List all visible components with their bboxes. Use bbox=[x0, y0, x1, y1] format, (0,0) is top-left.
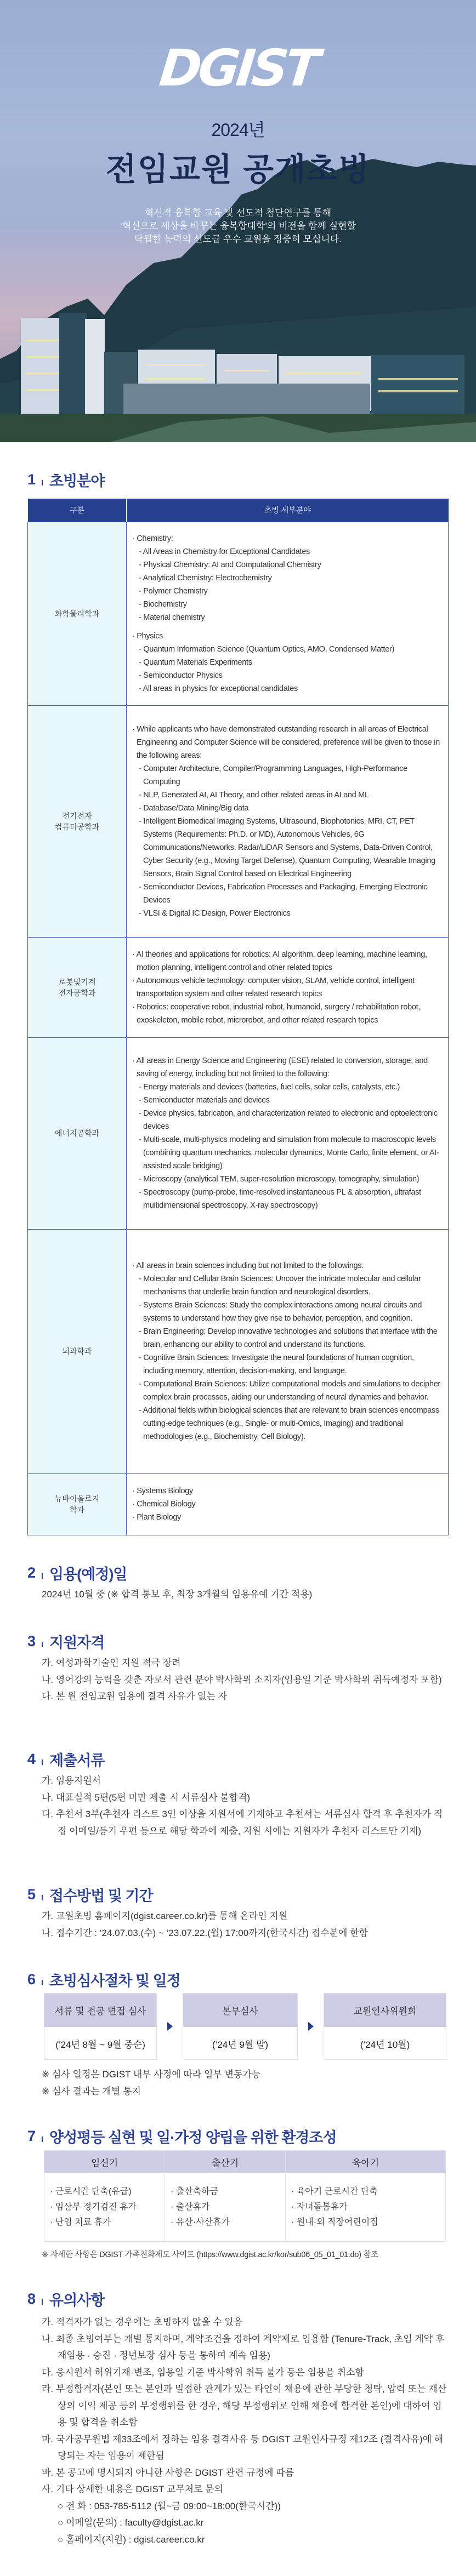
area-item: · All areas in brain sciences including but not limited to the followings. bbox=[132, 1259, 443, 1272]
support-cell bbox=[286, 2173, 446, 2242]
step-period: (’24년 9월 말) bbox=[212, 2039, 269, 2050]
section-title: 지원자격 bbox=[49, 1634, 105, 1651]
area-item: · Plant Biology bbox=[132, 1511, 443, 1524]
step-title: 서류 및 전공 면접 심사 bbox=[44, 1994, 156, 2027]
list-item: 마. 국가공무원법 제33조에서 정하는 임용 결격사유 등 DGIST 교원인사규정 제12조 (결격사유)에 해당되는 자는 임용이 제한됨 bbox=[42, 2434, 444, 2461]
divider bbox=[42, 1980, 43, 1985]
research-areas-cell bbox=[127, 1229, 449, 1473]
section-title: 임용(예정)일 bbox=[49, 1566, 127, 1583]
section-process bbox=[27, 1969, 450, 2100]
sub-area-item: - Material chemistry bbox=[132, 611, 443, 624]
section-number: 2 bbox=[27, 1564, 36, 1581]
area-item: · Physics bbox=[132, 630, 443, 643]
process-note: ※ 심사 일정은 DGIST 내부 사정에 따라 일부 변동가능 bbox=[42, 2069, 261, 2080]
support-note: ※ 자세한 사항은 DGIST 가족친화제도 사이트 (https://www.dgist.ac.kr/kor/sub06_05_01_01.do) 참조 bbox=[42, 2251, 378, 2259]
section-number: 5 bbox=[27, 1886, 36, 1903]
area-item: · AI theories and applications for robotics: AI algorithm, deep learning, machine learning, motion planning, intelligent control and other related topics bbox=[132, 948, 443, 974]
list-item: 가. 임용지원서 bbox=[42, 1775, 101, 1786]
department-cell: 로봇및기계 전자공학과 bbox=[28, 937, 127, 1037]
divider bbox=[42, 1642, 43, 1647]
appointment-date: 2024년 10월 중 (※ 합격 통보 후, 최장 3개월의 임용유예 기간 적용) bbox=[42, 1589, 313, 1600]
sub-area-item: - Quantum Materials Experiments bbox=[132, 656, 443, 669]
section-title: 제출서류 bbox=[49, 1752, 105, 1769]
section-appointment bbox=[27, 1563, 450, 1603]
section-heading bbox=[27, 1884, 450, 1904]
department-cell: 전기전자 컴퓨터공학과 bbox=[28, 705, 127, 937]
support-cell bbox=[44, 2173, 165, 2242]
section-heading bbox=[27, 1749, 450, 1769]
sub-area-item: - Semiconductor materials and devices bbox=[132, 1094, 443, 1107]
fields-table bbox=[27, 499, 449, 1535]
list-item: 다. 추천서 3부(추천자 리스트 3인 이상을 지원서에 기재하고 추천서는 서류심사 합격 후 추천자가 직접 이메일/등기 우편 등으로 해당 학과에 제출, 지원 시에는 지원자가 추천자 리스트만 기재) bbox=[42, 1809, 443, 1836]
support-item: · 자녀돌봄휴가 bbox=[291, 2200, 445, 2215]
support-item: · 근로시간 단축(유급) bbox=[50, 2184, 165, 2200]
sub-area-item: - Semiconductor Devices, Fabrication Processes and Packaging, Emerging Electronic Devices bbox=[132, 881, 443, 907]
arrow-right-icon bbox=[298, 2022, 324, 2031]
sub-area-item: - Quantum Information Science (Quantum Optics, AMO, Condensed Matter) bbox=[132, 643, 443, 656]
area-item: · Chemical Biology bbox=[132, 1498, 443, 1511]
divider bbox=[42, 2299, 43, 2305]
sub-area-item: - Biochemistry bbox=[132, 598, 443, 611]
step-period: (’24년 10월) bbox=[360, 2039, 410, 2050]
list-item: 라. 부정합격자(본인 또는 본인과 밀접한 관계가 있는 타인이 채용에 관한 부당한 청탁, 압력 또는 재산상의 이익 제공 등의 부정행위를 한 경우, 해당 부정행위로 인해 채용에 합격한 본인)에 대하여 임용 및 합격을 취소함 bbox=[42, 2384, 447, 2428]
column-header: 육아기 bbox=[286, 2151, 446, 2173]
arrow-right-icon bbox=[157, 2022, 183, 2031]
section-heading bbox=[27, 1631, 450, 1651]
list-item: 나. 영어강의 능력을 갖춘 자로서 관련 분야 박사학위 소지자(임용일 기준 박사학위 취득예정자 포함) bbox=[42, 1674, 442, 1685]
department-cell: 뉴바이올로지 학과 bbox=[28, 1473, 127, 1535]
sub-area-item: - Intelligent Biomedical Imaging Systems, Ultrasound, Biophotonics, MRI, CT, PET Systems (Requirements: Ph.D. or MD), Autonomous Vehicles, 6G Communications/Networks, Radar/LiDAR Sensors and Systems, Data-Driven Control, Cyber Security (e.g., Moving Target Defense), Quantum Computing, Wearable Imaging Sensors, Brain Signal Control based on Electrical Engineering bbox=[132, 815, 443, 881]
sub-area-item: - NLP, Generated AI, AI Theory, and other related areas in AI and ML bbox=[132, 789, 443, 802]
support-item: · 유산·사산휴가 bbox=[171, 2215, 285, 2230]
department-cell: 에너지공학과 bbox=[28, 1037, 127, 1229]
sub-area-item: - Cognitive Brain Sciences: Investigate the neural foundations of human cognition, including memory, attention, decision-making, and language. bbox=[132, 1351, 443, 1378]
sub-area-item: - VLSI & Digital IC Design, Power Electronics bbox=[132, 907, 443, 920]
sub-area-item: - Semiconductor Physics bbox=[132, 669, 443, 682]
contact-item: ○ 이메일(문의) : faculty@dgist.ac.kr bbox=[42, 2515, 450, 2532]
contact-item: ○ 홈페이지(지원) : dgist.career.co.kr bbox=[42, 2532, 450, 2549]
divider bbox=[42, 1895, 43, 1900]
step-period: (’24년 8월 ~ 9월 중순) bbox=[55, 2039, 145, 2050]
section-documents bbox=[27, 1749, 450, 1840]
list-item: 나. 최종 초빙여부는 개별 통지하며, 계약조건을 정하여 계약제로 임용함 (Tenure-Track, 초임 계약 후 재임용 · 승진 · 정년보장 심사 등을 통하여 계속 임용) bbox=[42, 2333, 445, 2361]
section-number: 7 bbox=[27, 2127, 36, 2144]
sub-area-item: - Computational Brain Sciences: Utilize computational models and simulations to decipher complex brain processes, aiding our understanding of neural dynamics and behavior. bbox=[132, 1378, 443, 1404]
support-item: · 출산축하금 bbox=[171, 2184, 285, 2200]
section-heading bbox=[27, 1563, 450, 1583]
research-areas-cell bbox=[127, 937, 449, 1037]
list-item: 다. 본 원 전임교원 임용에 결격 사유가 없는 자 bbox=[42, 1691, 228, 1701]
table-row bbox=[28, 1229, 449, 1473]
support-item: · 출산휴가 bbox=[171, 2200, 285, 2215]
column-header-dept: 구분 bbox=[28, 499, 127, 522]
table-row bbox=[28, 1037, 449, 1229]
area-item: · All areas in Energy Science and Engineering (ESE) related to conversion, storage, and saving of energy, including but not limited to the following: bbox=[132, 1054, 443, 1081]
table-header-row bbox=[28, 499, 449, 522]
section-number: 3 bbox=[27, 1632, 36, 1649]
step-title: 교원인사위원회 bbox=[324, 1994, 446, 2027]
column-header: 출산기 bbox=[165, 2151, 286, 2173]
support-item: · 원내·외 직장어린이집 bbox=[291, 2215, 445, 2230]
section-title: 초빙분야 bbox=[49, 472, 105, 489]
section-title: 초빙심사절차 및 일정 bbox=[49, 1972, 180, 1989]
divider bbox=[42, 480, 43, 486]
process-step bbox=[44, 1993, 157, 2060]
research-areas-cell bbox=[127, 1473, 449, 1535]
sub-area-item: - Multi-scale, multi-physics modeling and simulation from molecule to macroscopic levels (combining quantum mechanics, molecular dynamics, Monte Carlo, finite element, or AI-assisted scale bridging) bbox=[132, 1133, 443, 1173]
list-item: 가. 적격자가 없는 경우에는 초빙하지 않을 수 있음 bbox=[42, 2317, 243, 2327]
sub-area-item: - Analytical Chemistry: Electrochemistry bbox=[132, 572, 443, 585]
area-item: · Robotics: cooperative robot, industrial robot, humanoid, surgery / rehabilitation robot, exoskeleton, mobile robot, microrobot, and other related research topics bbox=[132, 1001, 443, 1027]
research-areas-cell bbox=[127, 1037, 449, 1229]
sub-area-item: - All areas in physics for exceptional candidates bbox=[132, 682, 443, 695]
sub-area-item: - Spectroscopy (pump-probe, time-resolved instantaneous PL & absorption, ultrafast multidimensional spectroscopy, X-ray spectroscopy) bbox=[132, 1186, 443, 1212]
sub-area-item: - Systems Brain Sciences: Study the complex interactions among neural circuits and systems to understand how they give rise to behavior, perception, and cognition. bbox=[132, 1299, 443, 1325]
sub-area-item: - Microscopy (analytical TEM, super-resolution microscopy, tomography, simulation) bbox=[132, 1173, 443, 1186]
hero-subtitle bbox=[0, 207, 476, 246]
section-title: 양성평등 실현 및 일·가정 양립을 위한 환경조성 bbox=[49, 2129, 337, 2146]
section-heading bbox=[27, 1969, 450, 1989]
research-areas-cell bbox=[127, 705, 449, 937]
subtitle-line: ‘혁신으로 세상을 바꾸는 융복합대학’의 비전을 함께 실현할 bbox=[120, 221, 356, 231]
list-item: 나. 접수기간 : ‘24.07.03.(수) ~ ‘23.07.22.(월) 17:00까지(한국시간) 접수분에 한함 bbox=[42, 1927, 369, 1938]
hero-year: 2024년 bbox=[211, 120, 265, 140]
support-item: · 임산부 정기검진 휴가 bbox=[50, 2200, 165, 2215]
table-row bbox=[28, 522, 449, 705]
support-table bbox=[44, 2150, 446, 2242]
process-step bbox=[183, 1993, 298, 2060]
list-item: 나. 대표실적 5편(5편 미만 제출 시 서류심사 불합격) bbox=[42, 1792, 251, 1803]
divider bbox=[42, 2137, 43, 2142]
support-item: · 난임 치료 휴가 bbox=[50, 2215, 165, 2230]
section-notices bbox=[27, 2289, 450, 2548]
section-number: 4 bbox=[27, 1750, 36, 1767]
list-item: 바. 본 공고에 명시되지 아니한 사항은 DGIST 관련 규정에 따름 bbox=[42, 2467, 294, 2478]
section-qualifications bbox=[27, 1631, 450, 1705]
section-heading bbox=[27, 2289, 450, 2309]
research-areas-cell bbox=[127, 522, 449, 705]
contact-item: ○ 전 화 : 053-785-5112 (월~금 09:00~18:00(한국시간)) bbox=[42, 2498, 450, 2515]
sub-area-item: - Brain Engineering: Develop innovative technologies and solutions that interface with the brain, enhancing our ability to control and understand its functions. bbox=[132, 1325, 443, 1351]
section-application bbox=[27, 1884, 450, 1941]
table-row bbox=[28, 1473, 449, 1535]
list-item: 다. 응시원서 허위기재·변조, 임용일 기준 박사학위 취득 불가 등은 임용을 취소함 bbox=[42, 2367, 364, 2378]
sub-area-item: - Additional fields within biological sciences that are relevant to brain sciences encompass cutting-edge techniques (e.g., Single- or multi-Omics, Imaging) and traditional methodologies (e.g., Biochemistry, Cell Biology). bbox=[132, 1404, 443, 1443]
subtitle-line: 탁월한 능력의 선도급 우수 교원을 정중히 모십니다. bbox=[134, 234, 342, 244]
sub-area-item: - Device physics, fabrication, and characterization related to electronic and optoelectronic devices bbox=[132, 1107, 443, 1133]
department-cell: 뇌과학과 bbox=[28, 1229, 127, 1473]
section-number: 6 bbox=[27, 1970, 36, 1987]
divider bbox=[42, 1573, 43, 1579]
page-title: 전임교원 공개초빙 bbox=[105, 152, 371, 187]
dgist-logo: DGIST bbox=[156, 39, 320, 98]
section-fields bbox=[27, 470, 450, 489]
hero-banner bbox=[0, 0, 476, 442]
divider bbox=[42, 1760, 43, 1765]
sub-area-item: - Database/Data Mining/Big data bbox=[132, 802, 443, 815]
area-item: · Chemistry: bbox=[132, 532, 443, 545]
section-title: 유의사항 bbox=[49, 2292, 105, 2309]
list-item: 가. 여성과학기술인 지원 적극 장려 bbox=[42, 1658, 181, 1668]
area-item: · Autonomous vehicle technology: computer vision, SLAM, vehicle control, intelligent transportation system and other related research topics bbox=[132, 974, 443, 1001]
department-cell: 화학물리학과 bbox=[28, 522, 127, 705]
list-item: 가. 교원초빙 홈페이지(dgist.career.co.kr)를 통해 온라인 지원 bbox=[42, 1911, 288, 1921]
section-number: 1 bbox=[27, 471, 36, 488]
table-row bbox=[28, 705, 449, 937]
process-note: ※ 심사 결과는 개별 통지 bbox=[42, 2086, 141, 2097]
process-flow bbox=[44, 1993, 450, 2060]
sub-area-item: - Polymer Chemistry bbox=[132, 585, 443, 598]
section-heading bbox=[27, 470, 450, 489]
sub-area-item: - Molecular and Cellular Brain Sciences: Uncover the intricate molecular and cellular mechanisms that underlie brain function and neurological disorders. bbox=[132, 1272, 443, 1299]
sub-area-item: - All Areas in Chemistry for Exceptional Candidates bbox=[132, 545, 443, 558]
column-header-areas: 초빙 세부분야 bbox=[127, 499, 449, 522]
subtitle-line: 혁신적 융복합 교육 및 선도적 첨단연구를 통해 bbox=[144, 208, 332, 218]
list-item: 사. 기타 상세한 내용은 DGIST 교무처로 문의 bbox=[42, 2484, 224, 2494]
table-row bbox=[28, 937, 449, 1037]
column-header: 임신기 bbox=[44, 2151, 165, 2173]
section-number: 8 bbox=[27, 2290, 36, 2307]
process-step bbox=[324, 1993, 446, 2060]
sub-area-item: - Physical Chemistry: AI and Computational Chemistry bbox=[132, 558, 443, 572]
section-support bbox=[27, 2126, 450, 2263]
area-item: · While applicants who have demonstrated outstanding research in all areas of Electrical Engineering and Computer Science will be considered, preference will be given to those in the following areas: bbox=[132, 723, 443, 762]
sub-area-item: - Energy materials and devices (batteries, fuel cells, solar cells, catalysts, etc.) bbox=[132, 1081, 443, 1094]
sub-area-item: - Computer Architecture, Compiler/Programming Languages, High-Performance Computing bbox=[132, 762, 443, 789]
support-item: · 육아기 근로시간 단축 bbox=[291, 2184, 445, 2200]
step-title: 본부심사 bbox=[183, 1994, 297, 2027]
section-title: 접수방법 및 기간 bbox=[49, 1887, 153, 1904]
section-heading bbox=[27, 2126, 450, 2146]
support-cell bbox=[165, 2173, 286, 2242]
area-item: · Systems Biology bbox=[132, 1484, 443, 1498]
